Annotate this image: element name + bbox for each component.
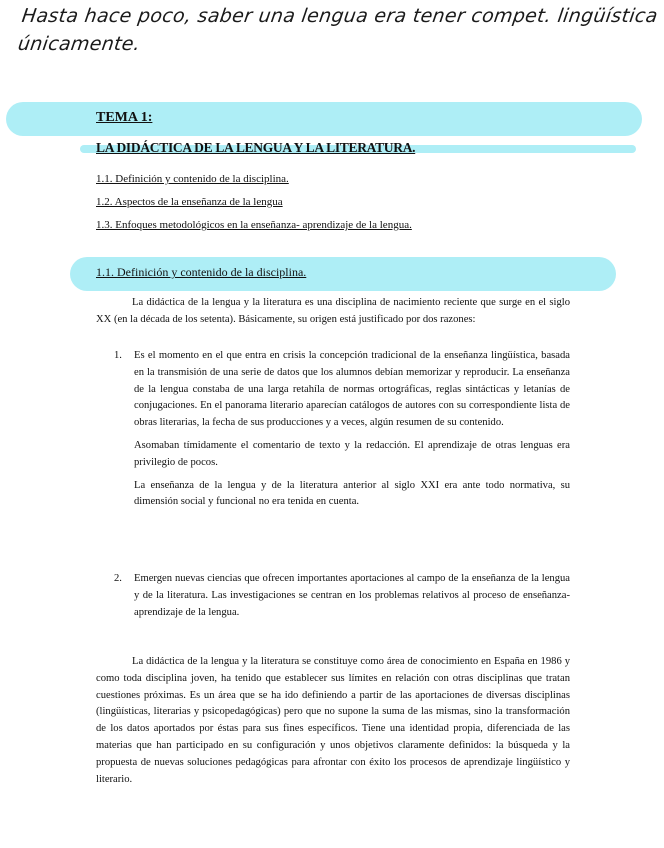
item-number: 2. (114, 573, 122, 584)
toc-item: 1.1. Definición y contenido de la disciplina. (96, 173, 289, 185)
item-paragraph: Emergen nuevas ciencias que ofrecen importantes aportaciones al campo de la enseñanza de la lengua y de la literatura. Las investigaciones se centran en los problemas relativos al proceso de enseñanza-aprendizaje de la lengua. (134, 573, 570, 618)
table-of-contents (96, 168, 412, 237)
subject-title: LA DIDÁCTICA DE LA LENGUA Y LA LITERATURA. (96, 140, 416, 155)
toc-item: 1.2. Aspectos de la enseñanza de la lengua (96, 196, 283, 208)
toc-item: 1.3. Enfoques metodológicos en la enseñanza- aprendizaje de la lengua. (96, 219, 412, 231)
item-paragraph: Es el momento en el que entra en crisis la concepción tradicional de la enseñanza lingüística, basada en la transmisión de una serie de datos que los alumnos debían memorizar y reproducir. La enseñanza de la lengua constaba de una larga retahíla de normas ortográficas, reglas sintácticas y letanías de conjugaciones. En el panorama literario aparecían catálogos de autores con su correspondiente lista de obras literarias, la fecha de sus producciones y a veces, algún resumen de su contenido. (134, 350, 570, 429)
handwritten-note: Hasta hace poco, saber una lengua era tener compet. lingüística únicamente. (16, 5, 660, 55)
item-paragraph: Asomaban tímidamente el comentario de texto y la redacción. El aprendizaje de otras lenguas era privilegio de pocos. (134, 439, 570, 468)
numbered-item (114, 348, 570, 517)
intro-paragraph: La didáctica de la lengua y la literatura es una disciplina de nacimiento reciente que surge en el siglo XX (en la década de los setenta). Básicamente, su origen está justificado por dos razones: (96, 297, 570, 325)
final-paragraph: La didáctica de la lengua y la literatura se constituye como área de conocimiento en España en 1986 y como toda disciplina joven, ha tenido que establecer sus límites en relación con otras disciplinas que tratan cuestiones próximas. Es un área que se ha ido definiendo a partir de las aportaciones de diversas disciplinas (lingüísticas, literarias y psicopedagógicas) pero que no supone la suma de las mismas, sino la transformación de los datos aportados por éstas para sus fines específicos. Tiene una identidad propia, diferenciada de las materias que han participado en su configuración y unos objetivos claramente definidos: la búsqueda y la propuesta de nuevas soluciones pedagógicas para afrontar con éxito los procesos de aprendizaje lingüístico y literario. (96, 656, 570, 785)
item-number: 1. (114, 350, 122, 361)
numbered-item (114, 571, 570, 627)
section-heading: 1.1. Definición y contenido de la disciplina. (96, 265, 307, 279)
item-paragraph: La enseñanza de la lengua y de la literatura anterior al siglo XXI era ante todo normativa, su dimensión social y funcional no era tenida en cuenta. (134, 479, 570, 508)
tema-title: TEMA 1: (96, 110, 153, 125)
